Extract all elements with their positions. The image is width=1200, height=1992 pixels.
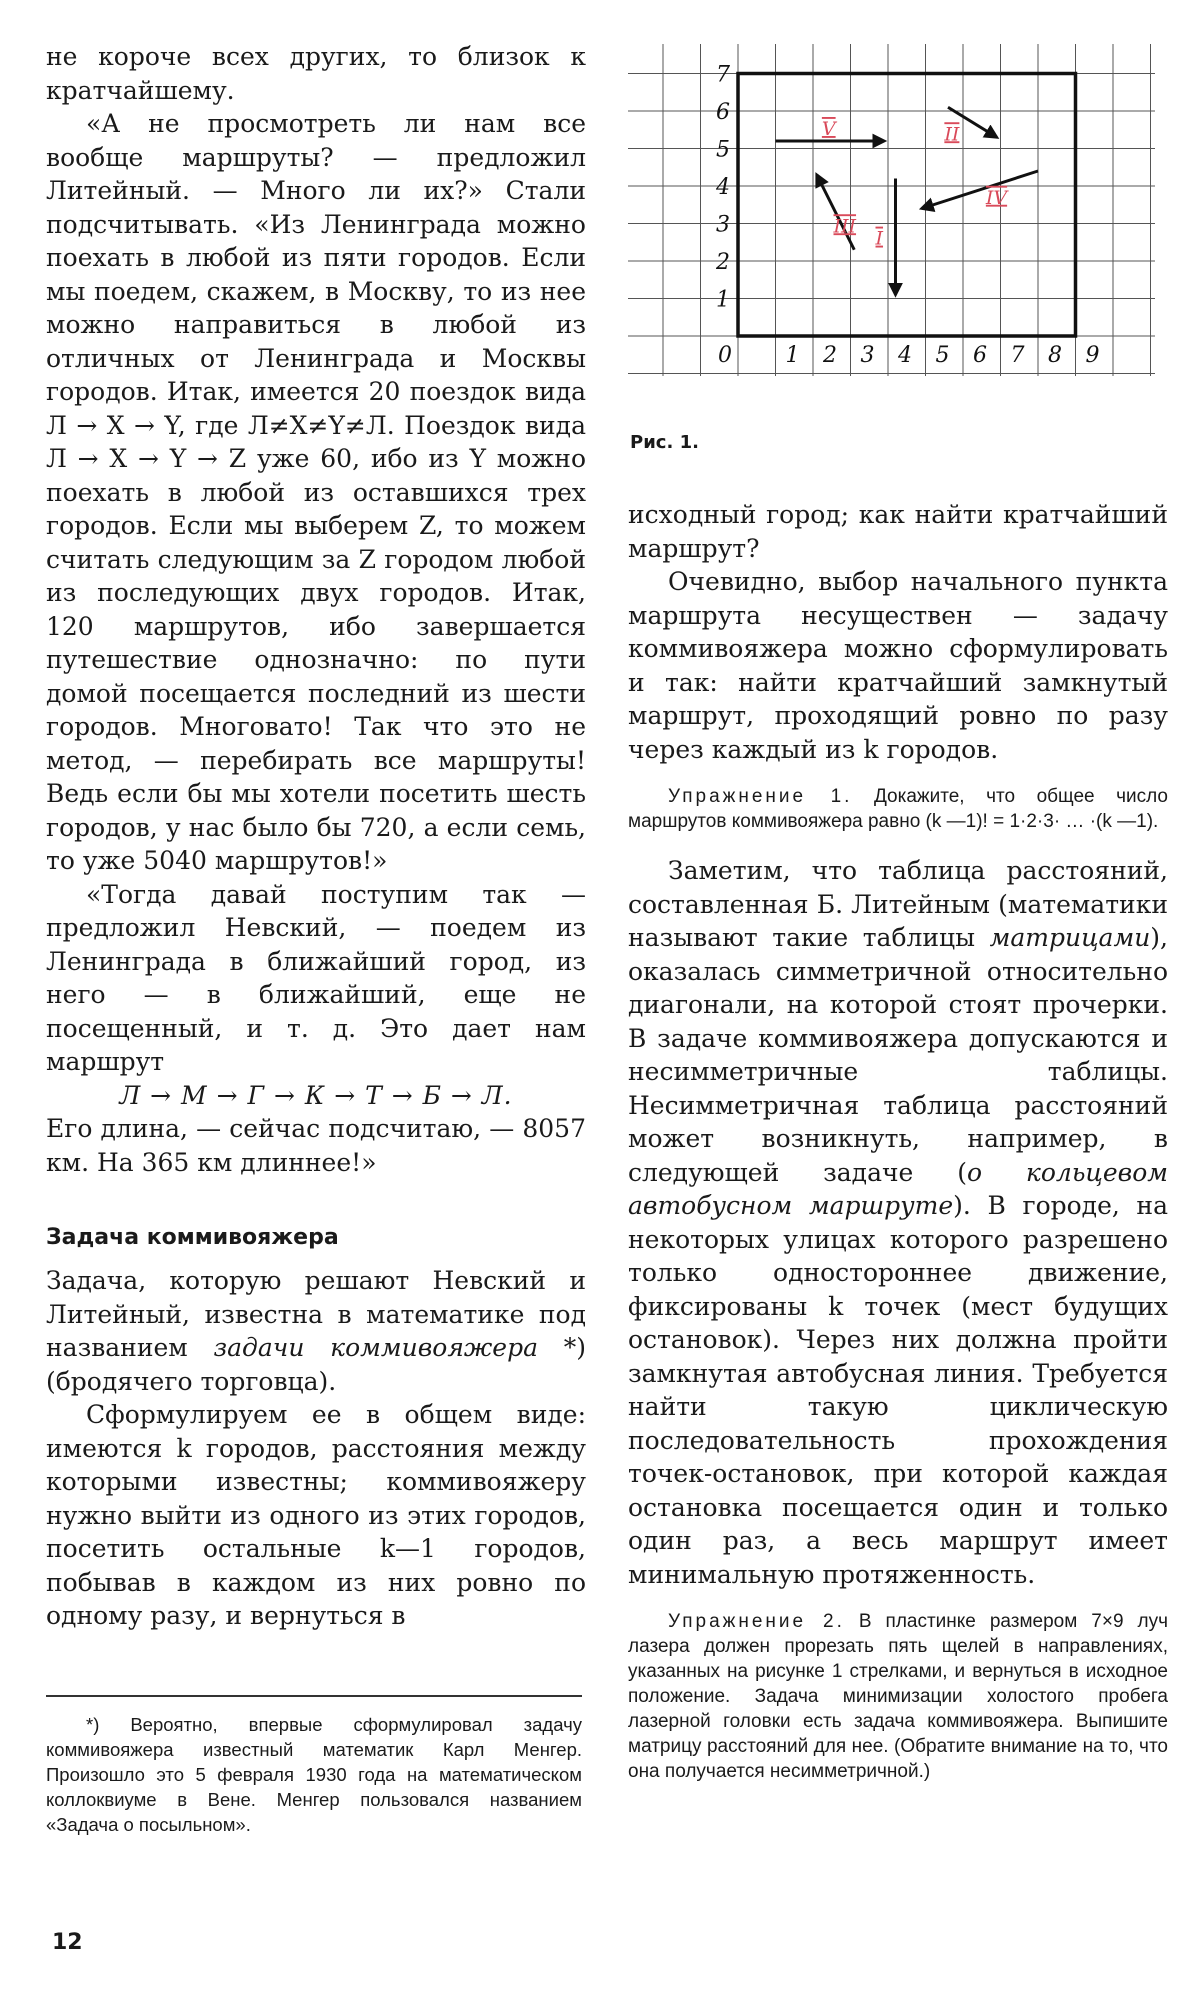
- exercise-1-text: Докажите, что общее число маршрутов коммивояжера равно (k —1)! = 1·2·3· … ·(k —1).: [628, 786, 1168, 832]
- right-paragraph-2: Очевидно, выбор начального пункта маршрута несуществен — задачу коммивояжера можно сформулировать и так: найти кратчайший замкнутый маршрут, проходящий ровно по разу через каждый из k городов.: [628, 567, 1168, 764]
- arrow-label-IV: IV: [985, 186, 1008, 209]
- paragraph-4-a: Задача, которую решают Невский и Литейный, известна в математике под названием: [46, 1266, 586, 1362]
- arrow-label-II: II: [944, 123, 960, 146]
- paragraph-3: «Тогда давай поступим так — предложил Невский, — поедем из Ленинграда в ближайший город, из него — в ближайший, еще не посещенный, и т. д. Это дает нам маршрут: [46, 879, 586, 1076]
- exercise-1: [628, 784, 1168, 834]
- x-tick-label: 6: [973, 343, 987, 368]
- arrow-IV: [922, 171, 1038, 209]
- y-tick-label: 4: [716, 175, 730, 200]
- exercise-2-label: Упражнение 2.: [668, 1611, 845, 1632]
- x-tick-label: 2: [823, 343, 837, 368]
- axis-tick-labels: [715, 63, 1100, 369]
- y-tick-label: 5: [716, 137, 730, 163]
- y-tick-label: 2: [716, 250, 730, 275]
- right-paragraph-3-c: ). В городе, на некоторых улицах которого разрешено только одностороннее движение, фиксированы k точек (мест будущих остановок). Через них должна пройти замкнутая автобусная линия. Требуется найти такую циклическую последовательность прохождения точек-остановок, при которой каждая остановка посещается один и только один раз, а весь маршрут имеет минимальную протяженность.: [628, 1191, 1168, 1589]
- right-paragraph-3-italic: матрицами: [989, 923, 1151, 952]
- plate-outline: [738, 74, 1076, 337]
- right-paragraph-1: исходный город; как найти кратчайший маршрут?: [628, 500, 1168, 563]
- paragraph-4-italic: задачи коммивояжера: [213, 1333, 538, 1362]
- plate-frame: [738, 74, 1076, 337]
- figure-caption: Рис. 1.: [630, 432, 699, 453]
- arrow-label-V: V: [821, 118, 836, 140]
- x-tick-label: 3: [860, 343, 875, 368]
- paragraph-1: не короче всех других, то близок к кратчайшему.: [46, 42, 586, 105]
- x-tick-label: 4: [898, 343, 912, 368]
- right-paragraph-3: [628, 854, 1168, 1591]
- exercise-2: [628, 1609, 1168, 1784]
- paragraph-4: [46, 1264, 586, 1398]
- exercise-2-text: В пластинке размером 7×9 луч лазера должен прорезать пять щелей в направлениях, указанных на рисунке 1 стрелками, и вернуться в исходное положение. Задача минимизации холостого пробега лазерной головки есть задача коммивояжера. Выпишите матрицу расстояний для нее. (Обратите внимание на то, что она получается несимметричной.): [628, 1611, 1168, 1782]
- paragraph-5: Сформулируем ее в общем виде: имеются k городов, расстояния между которыми известны; коммивояжеру нужно выйти из одного из этих городов, посетить остальные k—1 городов, побывав в каждом из них ровно по одному разу, и вернуться в: [46, 1400, 586, 1630]
- arrow-label-I: I: [875, 227, 884, 250]
- x-tick-label: 9: [1085, 343, 1100, 368]
- right-paragraph-3-b: ), оказалась симметричной относительно диагонали, на которой стоят прочерки. В задаче коммивояжера допускаются и несимметричные таблицы. Несимметричная таблица расстояний может возникнуть, например, в следующей задаче (: [628, 923, 1168, 1187]
- figure-grid: [610, 38, 1170, 398]
- right-paragraph-3-italic2: о кольцевом автобусном маршруте: [628, 1157, 1168, 1220]
- arrow-label-III: III: [833, 215, 857, 238]
- x-tick-label: 0: [718, 343, 732, 368]
- y-tick-label: 3: [716, 212, 730, 238]
- y-tick-label: 7: [716, 62, 730, 88]
- y-tick-label: 1: [716, 287, 730, 313]
- paragraph-2: «А не просмотреть ли нам все вообще маршруты? — предложил Литейный. — Много ли их?» Стали подсчитывать. «Из Ленинграда можно поехать в любой из пяти городов. Если мы поедем, скажем, в Москву, то из нее можно направиться в любой из отличных от Ленинграда и Москвы городов. Итак, имеется 20 поездок вида Л → X → Y, где Л≠X≠Y≠Л. Поездок вида Л → X → Y → Z уже 60, ибо из Y можно поехать в любой из оставшихся трех городов. Если мы выберем Z, то можем считать следующим за Z городом любой из последующих двух городов. Итак, 120 маршрутов, ибо завершается путешествие однозначно: по пути домой посещается последний из шести городов. Многовато! Так что это не метод, — перебирать все маршруты! Ведь если бы мы хотели посетить шесть городов, у нас было бы 720, а если семь, то уже 5040 маршрутов!»: [46, 109, 586, 875]
- x-tick-label: 8: [1048, 343, 1062, 368]
- footnote: *) Вероятно, впервые сформулировал задачу коммивояжера известный математик Карл Менгер. Произошло это 5 февраля 1930 года на математическом коллоквиуме в Вене. Менгер пользовался названием «Задача о посыльном».: [46, 1714, 582, 1835]
- paragraph-route-length: Его длина, — сейчас подсчитаю, — 8057 км. На 365 км длиннее!»: [46, 1114, 586, 1177]
- paragraph-4-b: *) (бродячего торговца).: [46, 1333, 586, 1396]
- y-tick-label: 6: [716, 100, 730, 125]
- x-tick-label: 7: [1010, 343, 1025, 368]
- footnote-divider: [46, 1695, 582, 1697]
- route-formula: Л → М → Г → К → Т → Б → Л.: [119, 1080, 513, 1110]
- x-tick-label: 5: [935, 343, 950, 368]
- right-paragraph-3-a: Заметим, что таблица расстояний, составленная Б. Литейным (математики называют такие таблицы: [628, 856, 1168, 952]
- x-tick-label: 1: [785, 343, 800, 368]
- page-number: 12: [52, 1930, 83, 1955]
- left-column: [46, 40, 586, 1633]
- arrows: [776, 107, 1039, 295]
- right-column: [628, 498, 1168, 1804]
- exercise-1-label: Упражнение 1.: [668, 786, 853, 807]
- section-heading: Задача коммивояжера: [46, 1225, 339, 1250]
